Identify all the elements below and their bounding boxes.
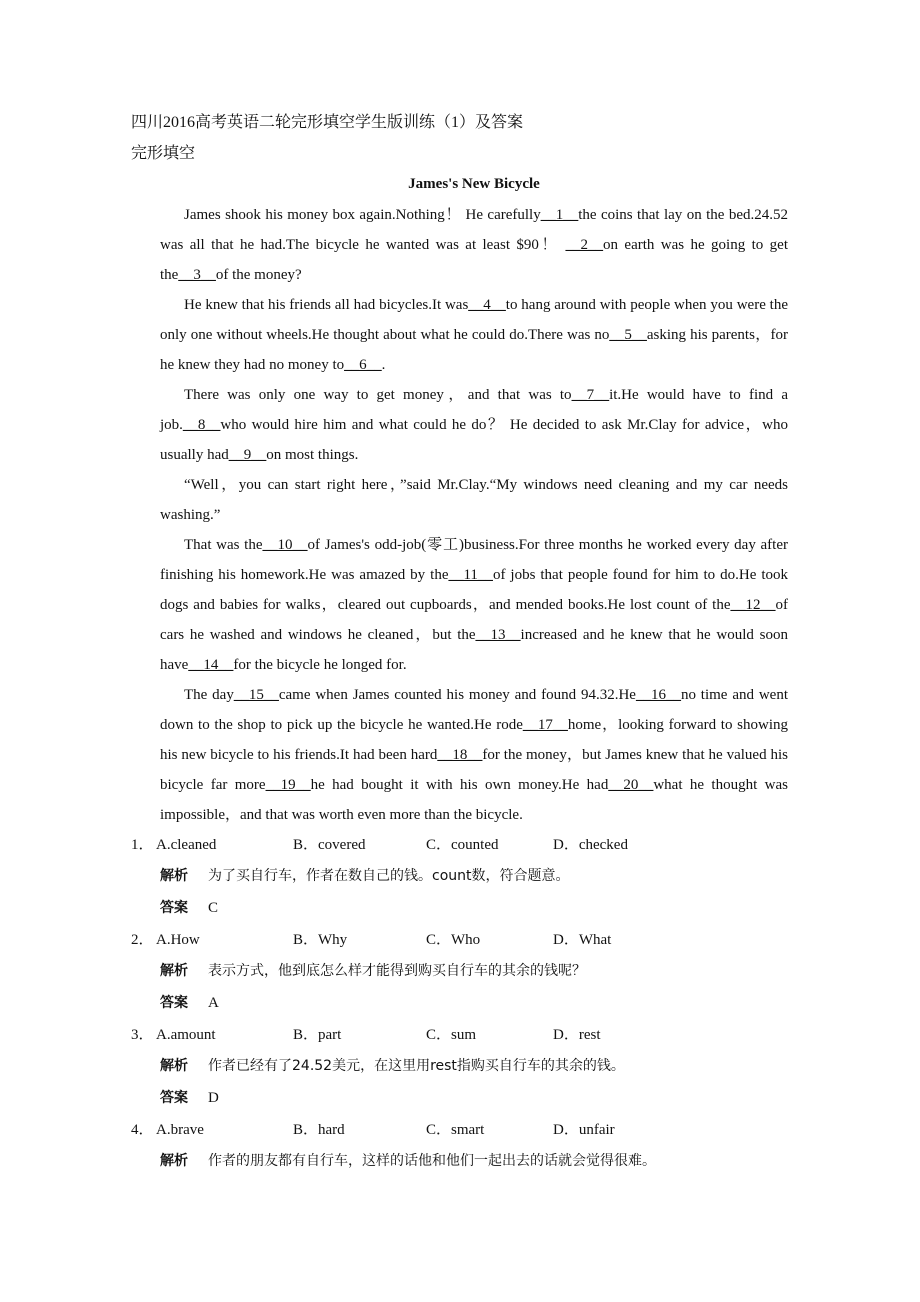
answer-label: 答案 (160, 1090, 188, 1106)
analysis-text: 表示方式，他到底怎么样才能得到购买自行车的其余的钱呢？ (208, 963, 586, 979)
passage-text: on most things. (266, 447, 359, 463)
question-number: 3． (131, 1027, 154, 1043)
document-title: 四川2016高考英语二轮完形填空学生版训练（1）及答案 (131, 114, 524, 131)
passage-text: it.He would have to find a job. (160, 387, 788, 433)
option-b: B．covered (293, 837, 366, 853)
blank-marker: __19__ (265, 777, 311, 793)
option-c: C．Who (426, 932, 481, 948)
passage-paragraph (160, 290, 788, 380)
question-row (131, 1115, 791, 1146)
analysis-label: 解析 (160, 1058, 188, 1074)
blank-marker: __3__ (178, 267, 216, 283)
passage-paragraph (160, 200, 788, 290)
analysis-row (131, 861, 791, 893)
option-c: C．smart (426, 1122, 485, 1138)
blank-marker: __12__ (730, 597, 776, 613)
answer-value: C (208, 900, 219, 916)
answer-value: A (208, 995, 219, 1011)
question-number: 2． (131, 932, 154, 948)
passage-text: . (381, 357, 386, 373)
question-row (131, 830, 791, 861)
option-a: A.amount (156, 1027, 216, 1043)
passage-text: “Well，you can start right here，”said Mr.Clay.“My windows need cleaning and my car needs washing.” (160, 477, 788, 523)
option-b: B．hard (293, 1122, 345, 1138)
answer-value: D (208, 1090, 219, 1106)
blank-marker: __13__ (475, 627, 521, 643)
blank-marker: __4__ (468, 297, 506, 313)
passage-title: James's New Bicycle (408, 176, 540, 192)
analysis-label: 解析 (160, 963, 188, 979)
question-number: 1． (131, 837, 154, 853)
passage-text: the coins that lay on the bed.24.52 was all that he had.The bicycle he wanted was at least $90！ (160, 207, 788, 253)
passage-body (160, 200, 788, 830)
passage-text: for the bicycle he longed for. (233, 657, 407, 673)
passage-text: came when James counted his money and found 94.32.He (278, 687, 636, 703)
blank-marker: __1__ (540, 207, 579, 223)
answer-label: 答案 (160, 900, 188, 916)
analysis-text: 为了买自行车，作者在数自己的钱。count数，符合题意。 (208, 868, 570, 884)
option-d: D．checked (553, 837, 628, 853)
blank-marker: __5__ (609, 327, 647, 343)
blank-marker: __18__ (437, 747, 483, 763)
option-a: A.brave (156, 1122, 204, 1138)
answer-row (131, 988, 791, 1020)
blank-marker: __8__ (182, 417, 221, 433)
option-b: B．Why (293, 932, 348, 948)
question-row (131, 925, 791, 956)
passage-text: on earth was he going to get the (160, 237, 788, 283)
passage-text: home，looking forward to showing his new bicycle to his friends.It had been hard (160, 717, 788, 763)
analysis-row (131, 956, 791, 988)
passage-text: That was the (184, 537, 263, 553)
passage-text: He knew that his friends all had bicycles.It was (184, 297, 469, 313)
analysis-row (131, 1146, 791, 1178)
option-d: D．unfair (553, 1122, 615, 1138)
blank-marker: __9__ (228, 447, 267, 463)
passage-text: There was only one way to get money，and that was to (184, 387, 572, 403)
blank-marker: __2__ (565, 237, 604, 253)
blank-marker: __15__ (233, 687, 279, 703)
passage-paragraph (160, 470, 788, 530)
question-row (131, 1020, 791, 1051)
passage-paragraph (160, 380, 788, 470)
blank-marker: __17__ (522, 717, 568, 733)
answer-row (131, 893, 791, 925)
blank-marker: __10__ (262, 537, 308, 553)
blank-marker: __16__ (635, 687, 681, 703)
passage-paragraph (160, 530, 788, 680)
passage-text: no time and went down to the shop to pick up the bicycle he wanted.He rode (160, 687, 788, 733)
option-a: A.How (156, 932, 200, 948)
analysis-row (131, 1051, 791, 1083)
blank-marker: __11__ (448, 567, 493, 583)
answer-row (131, 1083, 791, 1115)
option-b: B．part (293, 1027, 342, 1043)
blank-marker: __7__ (571, 387, 610, 403)
blank-marker: __14__ (188, 657, 234, 673)
question-number: 4． (131, 1122, 154, 1138)
passage-paragraph (160, 680, 788, 830)
passage-text: of the money? (215, 267, 302, 283)
passage-text: for the money，but James knew that he valued his bicycle far more (160, 747, 788, 793)
passage-text: what he thought was impossible，and that was worth even more than the bicycle. (160, 777, 788, 823)
passage-text: The day (184, 687, 234, 703)
passage-text: he had bought it with his own money.He had (310, 777, 609, 793)
option-a: A.cleaned (156, 837, 217, 853)
analysis-text: 作者的朋友都有自行车，这样的话他和他们一起出去的话就会觉得很难。 (208, 1153, 656, 1169)
passage-text: of jobs that people found for him to do.He took dogs and babies for walks，cleared out cupboards，and mended books.He lost count of the (160, 567, 788, 613)
section-title: 完形填空 (131, 145, 196, 162)
option-d: D．What (553, 932, 612, 948)
option-c: C．sum (426, 1027, 477, 1043)
passage-text: to hang around with people when you were the only one without wheels.He thought about what he could do.There was no (160, 297, 789, 343)
analysis-label: 解析 (160, 868, 188, 884)
blank-marker: __20__ (608, 777, 654, 793)
analysis-label: 解析 (160, 1153, 188, 1169)
option-d: D．rest (553, 1027, 601, 1043)
blank-marker: __6__ (344, 357, 382, 373)
passage-text: of cars he washed and windows he cleaned，but the (160, 597, 788, 643)
passage-text: of James's odd-job(零工)business.For three months he worked every day after finishing his homework.He was amazed by the (160, 537, 788, 583)
passage-text: James shook his money box again.Nothing！ He carefully (184, 207, 541, 223)
answer-label: 答案 (160, 995, 188, 1011)
analysis-text: 作者已经有了24.52美元，在这里用rest指购买自行车的其余的钱。 (208, 1058, 625, 1074)
option-c: C．counted (426, 837, 499, 853)
passage-text: who would hire him and what could he do？ He decided to ask Mr.Clay for advice，who usually had (160, 417, 788, 463)
question-list (131, 830, 791, 1178)
passage-text: increased and he knew that he would soon have (160, 627, 788, 673)
passage-text: asking his parents，for he knew they had no money to (160, 327, 788, 373)
